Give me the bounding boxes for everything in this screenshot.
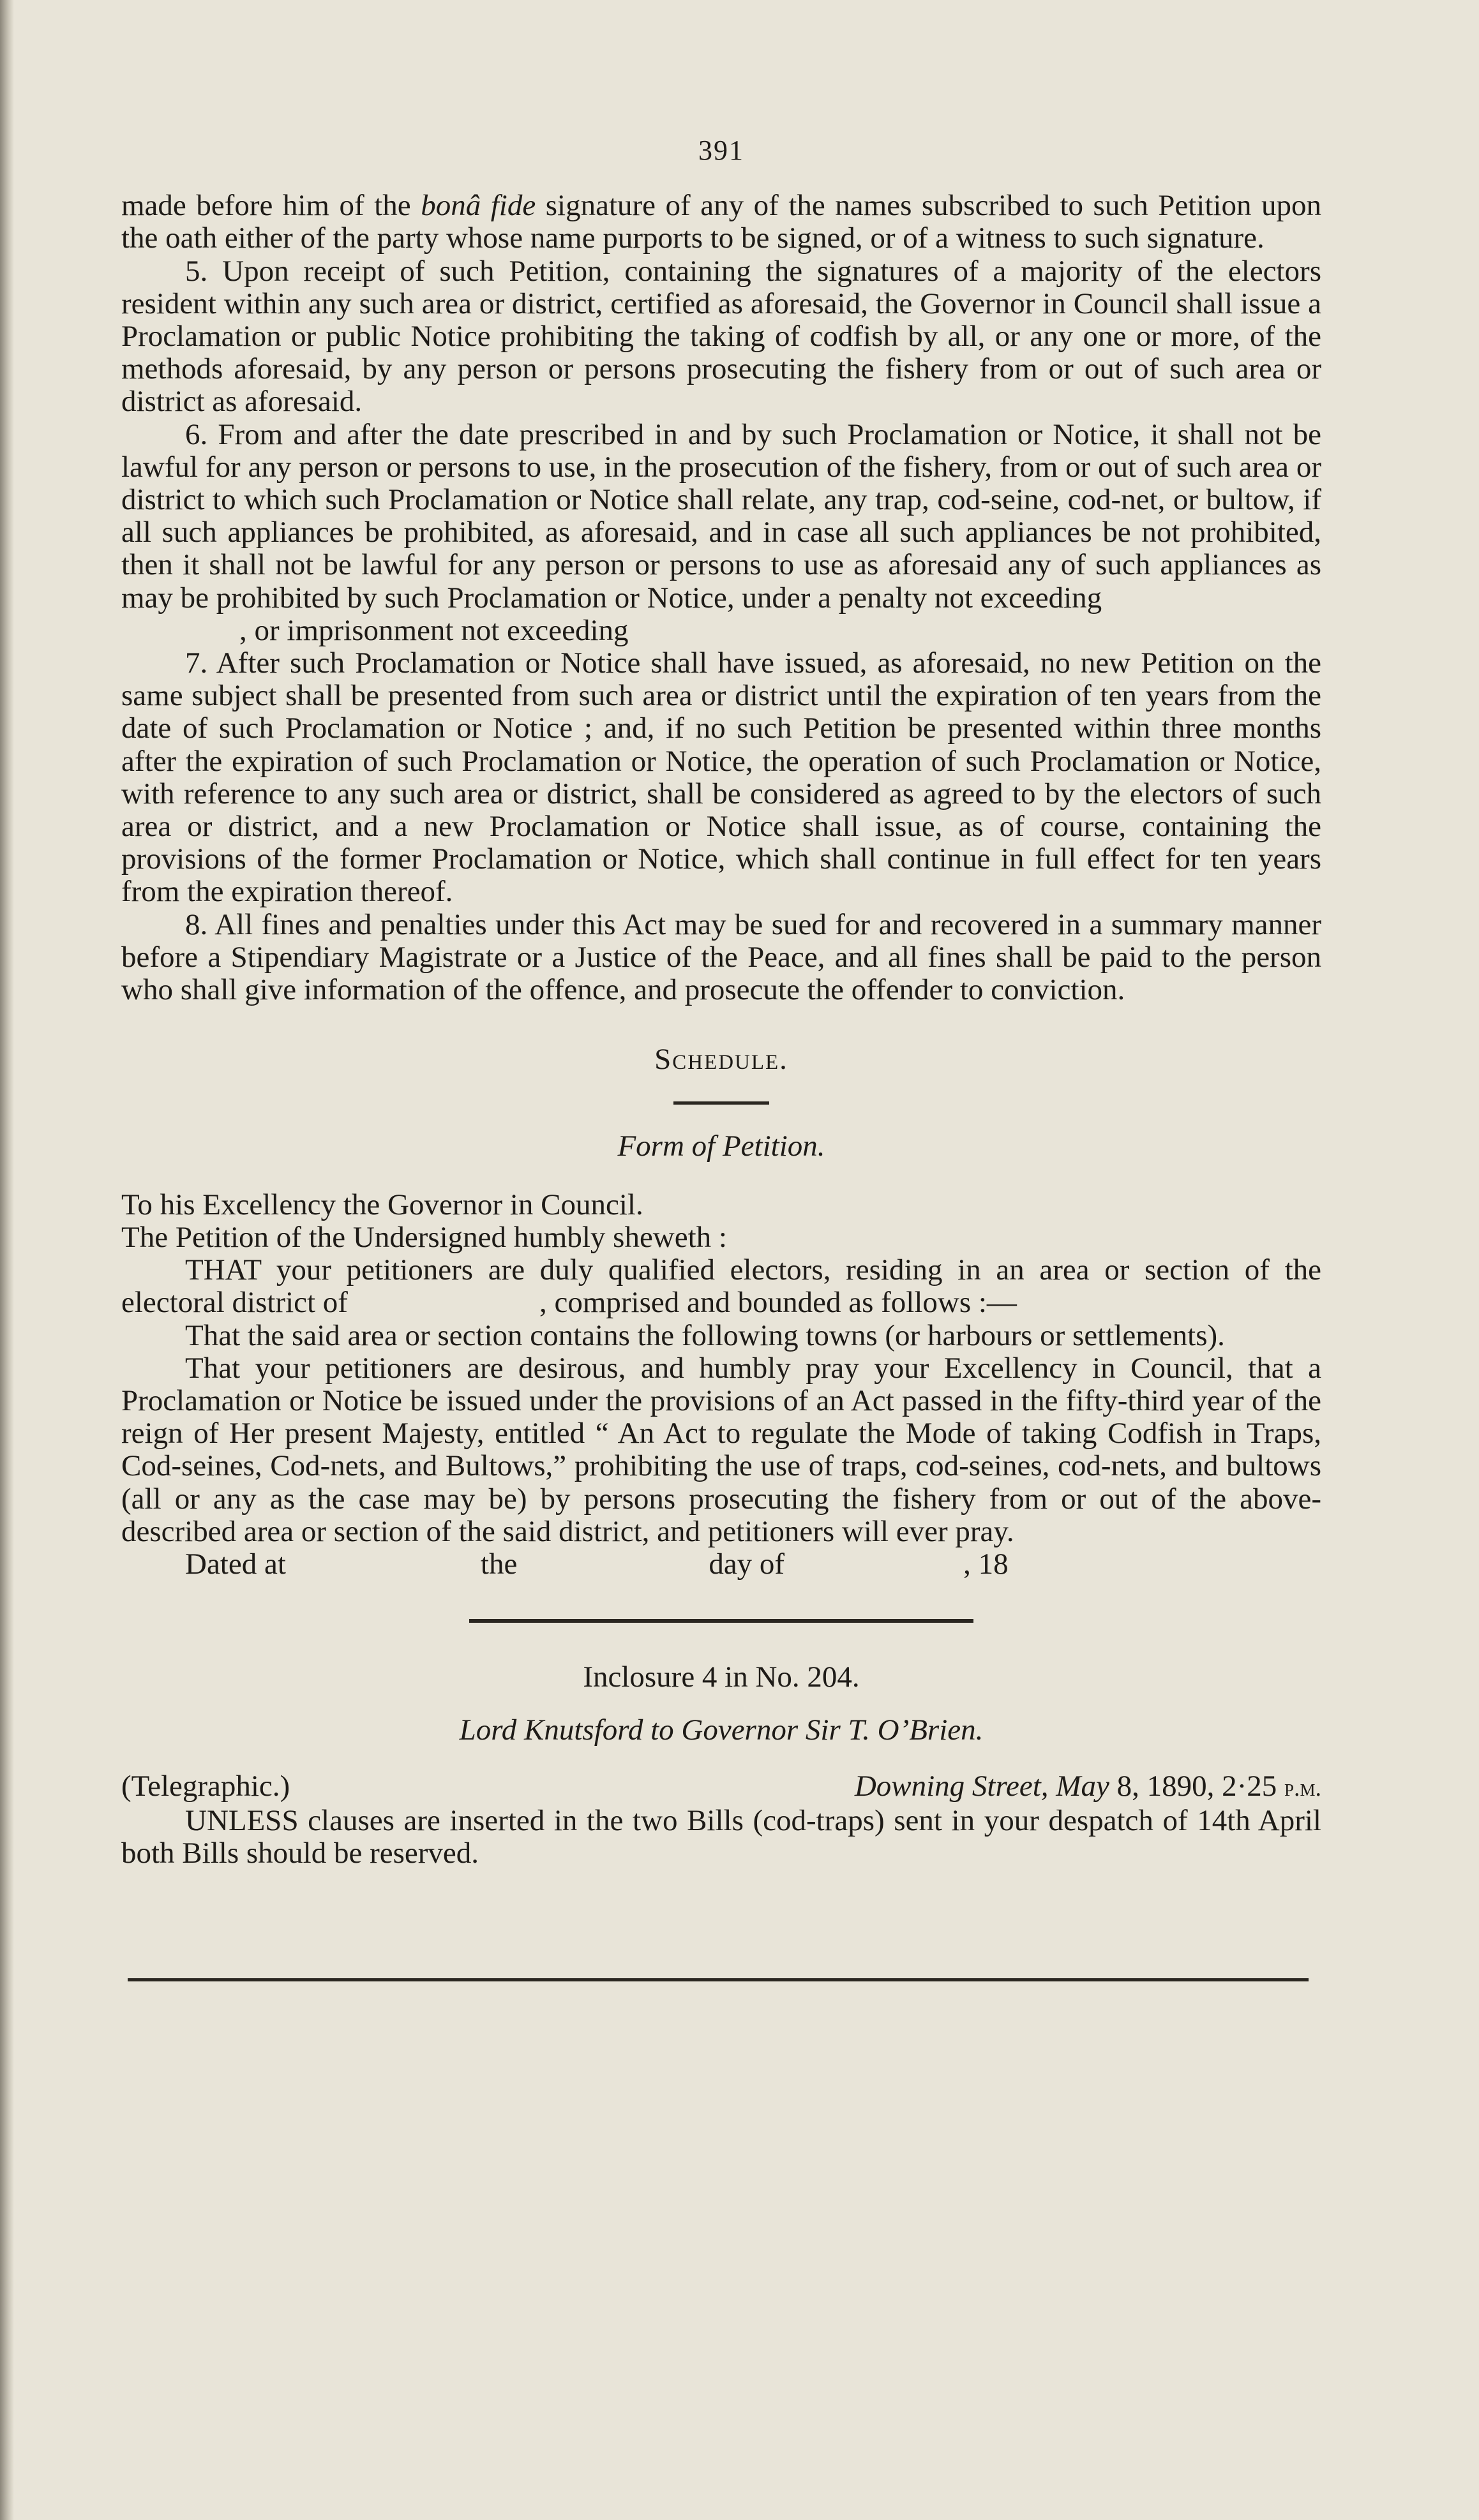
telegram-header xyxy=(121,1770,1321,1805)
petition-paragraph-2: That the said area or section contains the following towns (or harbours or settlements). xyxy=(185,1318,1225,1352)
enclosure-heading: Inclosure 4 in No. 204. xyxy=(583,1660,860,1694)
telegram-type: (Telegraphic.) xyxy=(121,1769,290,1803)
letter-subject: Lord Knutsford to Governor Sir T. O’Brien. xyxy=(459,1713,984,1747)
dated-line xyxy=(121,1548,1321,1581)
dated-day-of: day of xyxy=(709,1547,785,1581)
petition-heading: The Petition of the Undersigned humbly sheweth : xyxy=(121,1220,727,1254)
telegram-dateline xyxy=(855,1770,1321,1805)
document-page xyxy=(121,134,1321,1981)
paragraph-7: 7. After such Proclamation or Notice shall have issued, as aforesaid, no new Petition on the same subject shall be presented from such area or district until the expiration of ten years from the date of such Proclamation or Notice ; and, if no such Petition be presented within three months after the expiration of such Proclamation or Notice, the operation of such Proclamation or Notice, with reference to any such area or district, shall be considered as agreed to by the electors of such area or district, and a new Proclamation or Notice shall issue, as of course, containing the provisions of the former Proclamation or Notice, which shall continue in full effect for ten years from the expiration thereof. xyxy=(121,646,1321,909)
paragraph-6: 6. From and after the date prescribed in and by such Proclamation or Notice, it shall not be lawful for any person or persons to use, in the prosecution of the fishery, from or out of such area or district to which such Proclamation or Notice shall relate, any trap, cod-seine, cod-net, or bultow, if all such appliances be prohibited, as aforesaid, and in case all such appliances be not prohibited, then it shall not be lawful for any person or persons to use as aforesaid any of such appliances as may be prohibited by such Proclamation or Notice, under a penalty not exceeding xyxy=(121,417,1321,615)
dated-year: , 18 xyxy=(963,1547,1009,1581)
telegram-body: UNLESS clauses are inserted in the two Bills (cod-traps) sent in your despatch of 14th April both Bills should be reserved. xyxy=(121,1803,1321,1870)
petition-paragraph-3: That your petitioners are desirous, and humbly pray your Excellency in Council, that a Proclamation or Notice be issued under the provisions of an Act passed in the fifty-third year of the reign of Her present Majesty, entitled “ An Act to regulate the Mode of taking Codfish in Traps, Cod-seines, Cod-nets, and Bultows,” prohibiting the use of traps, cod-seines, cod-nets, and bultows (all or any as the case may be) by persons prosecuting the fishery from or out of the above-described area or section of the said district, and petitioners will ever pray. xyxy=(121,1351,1321,1548)
form-title: Form of Petition. xyxy=(617,1130,825,1163)
paragraph-4-italic: bonâ fide xyxy=(421,189,536,223)
paragraph-4-text-a: made before him of the xyxy=(121,189,421,223)
paragraph-4-continued xyxy=(121,190,1321,255)
paragraph-4-text-b: signature of any of the names subscribed to such Petition upon the oath either of the party whose name purports to be signed, or of a witness to such signature. xyxy=(121,189,1321,255)
paragraph-6-tail: , or imprisonment not exceeding xyxy=(239,613,629,647)
schedule-heading: Schedule. xyxy=(654,1043,788,1077)
dated-at: Dated at xyxy=(185,1547,286,1581)
section-divider xyxy=(469,1619,973,1623)
petition-paragraph-1-b: , comprised and bounded as follows :— xyxy=(539,1286,1017,1320)
telegram-time-suffix: p.m. xyxy=(1284,1774,1321,1801)
paragraph-8: 8. All fines and penalties under this Act may be sued for and recovered in a summary manner before a Stipendiary Magistrate or a Justice of the Peace, and all fines shall be paid to the person who shall give information of the offence, and prosecute the offender to conviction. xyxy=(121,907,1321,1007)
petition-addressee: To his Excellency the Governor in Council. xyxy=(121,1188,643,1221)
dated-the: the xyxy=(480,1547,518,1581)
petition-paragraph-1-a: THAT your petitioners are duly qualified electors, residing in an area or section of the electoral district of xyxy=(121,1253,1321,1320)
telegram-place: Downing Street, May xyxy=(854,1769,1109,1803)
schedule-rule xyxy=(673,1101,769,1105)
page-number: 391 xyxy=(698,135,744,166)
petition-paragraph-1 xyxy=(121,1254,1321,1319)
bottom-rule xyxy=(128,1978,1309,1981)
telegram-date: 8, 1890, 2·25 xyxy=(1116,1769,1277,1803)
paragraph-5: 5. Upon receipt of such Petition, containing the signatures of a majority of the electors resident within any such area or district, certified as aforesaid, the Governor in Council shall issue a Proclamation or public Notice prohibiting the taking of codfish by all, or any one or more, of the methods aforesaid, by any person or persons prosecuting the fishery from or out of such area or district as aforesaid. xyxy=(121,254,1321,419)
binding-shadow xyxy=(0,0,14,2520)
